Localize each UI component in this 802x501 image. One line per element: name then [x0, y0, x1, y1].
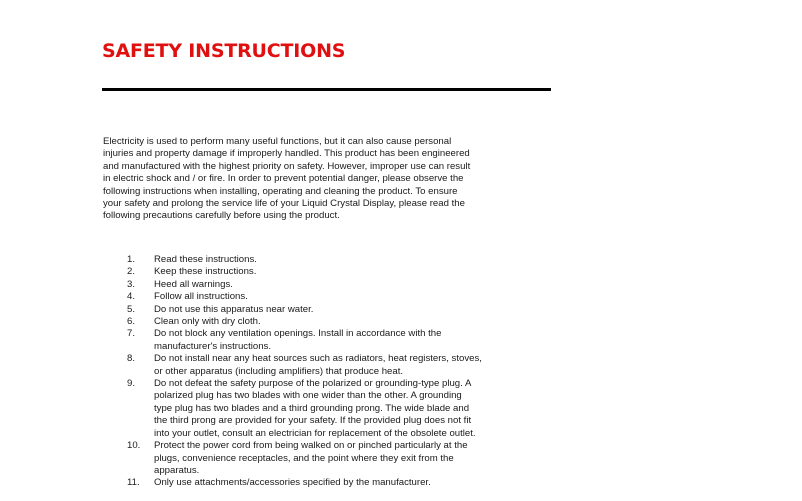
instruction-text: or other apparatus (including amplifiers) that produce heat. — [154, 365, 404, 377]
instruction-number: 2. — [127, 266, 136, 278]
instruction-text: type plug has two blades and a third grounding prong. The wide blade and — [154, 402, 470, 414]
intro-line: and manufactured with the highest priority on safety. However, improper use can result — [103, 160, 471, 172]
instruction-item — [127, 378, 482, 440]
instruction-item — [127, 304, 482, 316]
instruction-item — [127, 279, 482, 291]
instruction-item — [127, 353, 482, 378]
instruction-item — [127, 440, 482, 477]
intro-line: Electricity is used to perform many useful functions, but it can also cause personal — [103, 136, 452, 147]
instruction-item — [127, 328, 482, 353]
instruction-text: Only use attachments/accessories specified by the manufacturer. — [154, 477, 431, 489]
instruction-text: plugs, convenience receptacles, and the point where they exit from the — [154, 452, 454, 464]
intro-line: following precautions carefully before using the product. — [103, 210, 340, 222]
instruction-item — [127, 477, 482, 489]
page-title: SAFETY INSTRUCTIONS — [102, 40, 346, 62]
instruction-item — [127, 254, 482, 266]
intro-line: following instructions when installing, operating and cleaning the product. To ensure — [103, 185, 458, 197]
instruction-item — [127, 266, 482, 278]
instruction-number: 5. — [127, 303, 136, 315]
instruction-list — [127, 254, 482, 490]
instruction-number: 3. — [127, 278, 136, 290]
instruction-item — [127, 316, 482, 328]
intro-line: injuries and property damage if improperly handled. This product has been engineered — [103, 148, 470, 160]
instruction-text: manufacturer's instructions. — [154, 340, 272, 352]
instruction-number: 8. — [127, 353, 136, 365]
instruction-text: Clean only with dry cloth. — [154, 316, 261, 328]
instruction-text: Follow all instructions. — [154, 291, 248, 303]
instruction-number: 10. — [127, 440, 141, 452]
instruction-number: 9. — [127, 378, 136, 390]
intro-line: in electric shock and / or fire. In order to prevent potential danger, please observe the — [103, 173, 464, 185]
instruction-number: 7. — [127, 328, 136, 340]
intro-line: your safety and prolong the service life of your Liquid Crystal Display, please read the — [103, 198, 465, 210]
instruction-text: Do not defeat the safety purpose of the polarized or grounding-type plug. A — [154, 378, 472, 390]
instruction-text: Protect the power cord from being walked on or pinched particularly at the — [154, 440, 468, 452]
instruction-text: polarized plug has two blades with one wider than the other. A grounding — [154, 390, 462, 402]
instruction-text: Do not install near any heat sources such as radiators, heat registers, stoves, — [154, 353, 482, 365]
instruction-text: the third prong are provided for your safety. If the provided plug does not fit — [154, 415, 472, 427]
instruction-text: Read these instructions. — [154, 254, 257, 265]
instruction-number: 4. — [127, 291, 136, 303]
instruction-text: Do not use this apparatus near water. — [154, 303, 314, 315]
instruction-text: Heed all warnings. — [154, 278, 233, 290]
instruction-number: 11. — [127, 477, 140, 489]
instruction-item — [127, 291, 482, 303]
instruction-number: 1. — [127, 254, 136, 265]
instruction-text: Do not block any ventilation openings. Install in accordance with the — [154, 328, 442, 340]
instruction-number: 6. — [127, 316, 136, 328]
instruction-text: Keep these instructions. — [154, 266, 257, 278]
instruction-text: into your outlet, consult an electrician for replacement of the obsolete outlet. — [154, 427, 476, 439]
intro-paragraph — [103, 136, 553, 223]
title-divider — [102, 88, 551, 91]
instruction-text: apparatus. — [154, 464, 200, 476]
